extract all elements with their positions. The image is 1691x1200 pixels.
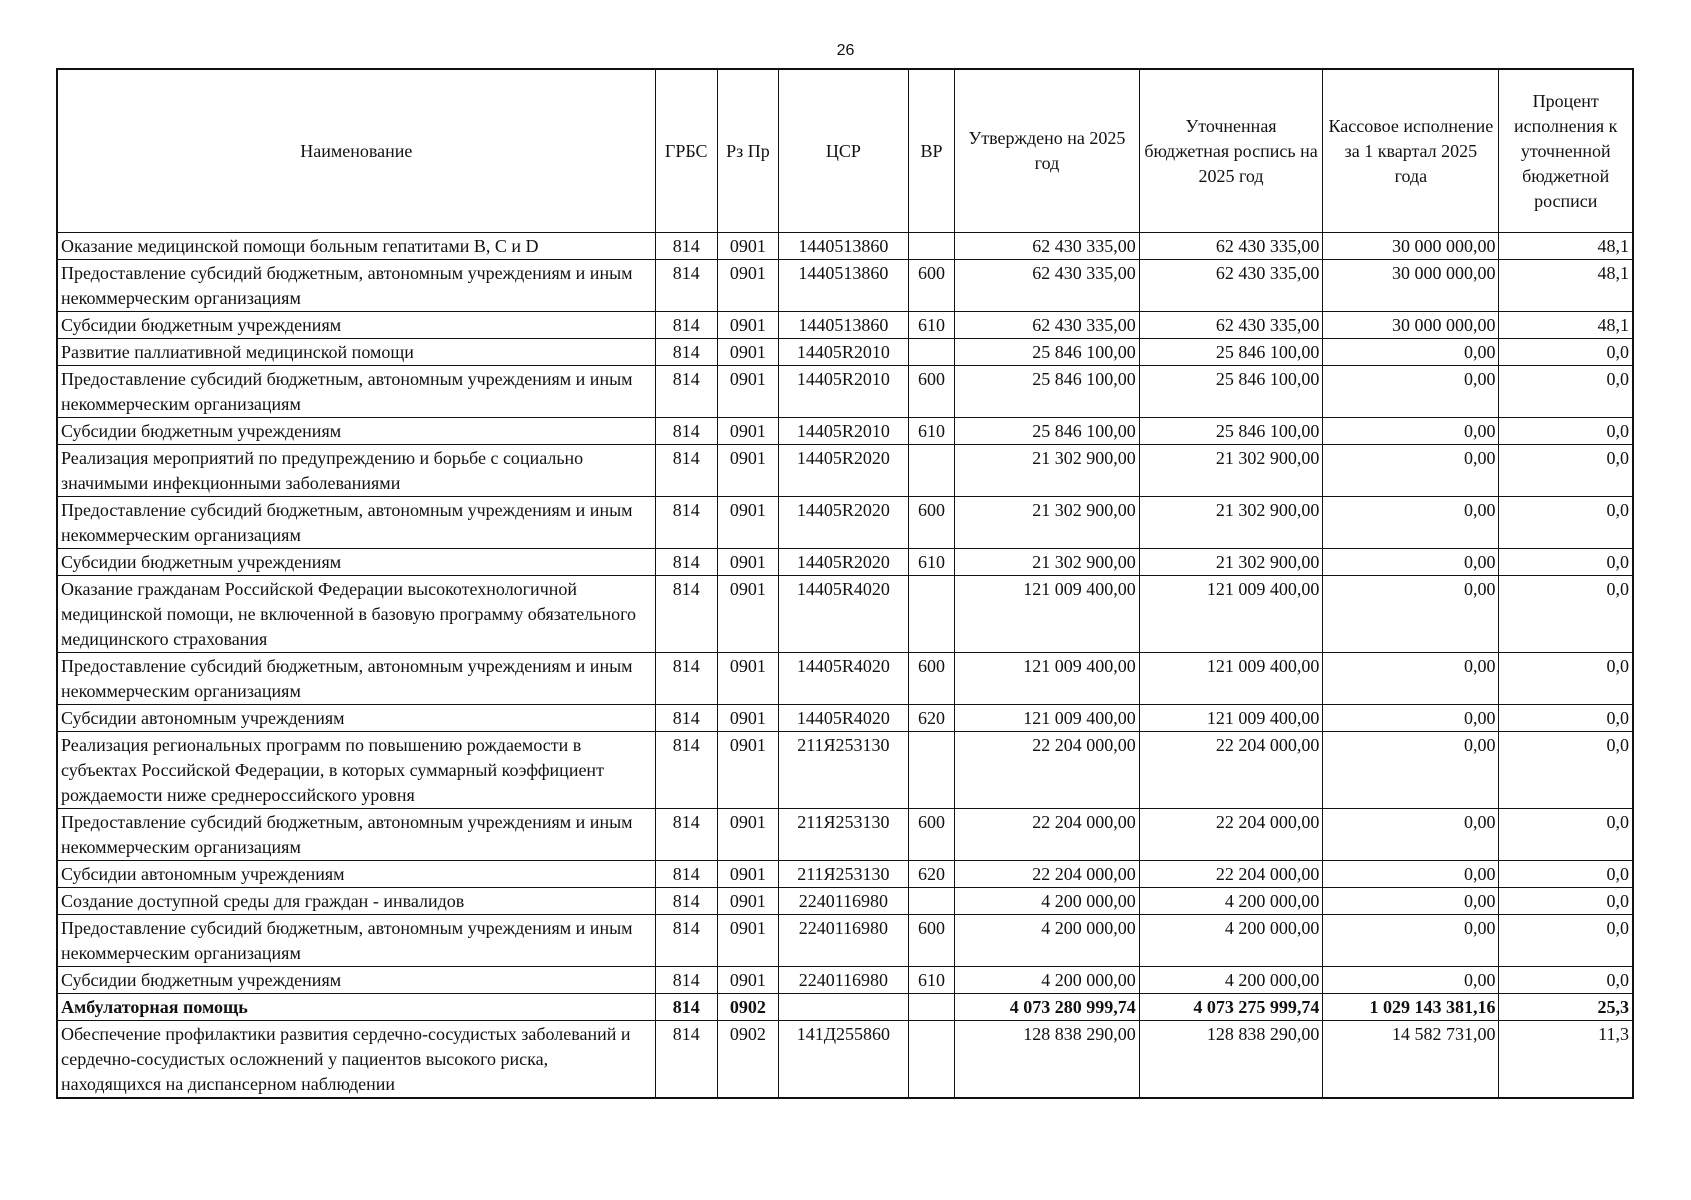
cell-cash: 0,00 (1323, 732, 1499, 809)
cell-approved: 22 204 000,00 (955, 809, 1140, 861)
cell-cash: 30 000 000,00 (1323, 260, 1499, 312)
cell-grbs: 814 (655, 445, 717, 497)
header-rzpr: Рз Пр (717, 69, 778, 233)
cell-percent: 0,0 (1499, 549, 1633, 576)
cell-name: Предоставление субсидий бюджетным, автономным учреждениям и иным некоммерческим организациям (57, 260, 655, 312)
cell-percent: 48,1 (1499, 312, 1633, 339)
cell-percent: 0,0 (1499, 653, 1633, 705)
cell-rzpr: 0901 (717, 445, 778, 497)
cell-percent: 0,0 (1499, 967, 1633, 994)
cell-percent: 0,0 (1499, 366, 1633, 418)
cell-rzpr: 0901 (717, 312, 778, 339)
table-row (57, 260, 1633, 312)
cell-vr (908, 994, 954, 1021)
cell-csr: 211Я253130 (779, 809, 909, 861)
cell-refined: 121 009 400,00 (1139, 705, 1323, 732)
cell-approved: 4 200 000,00 (955, 915, 1140, 967)
cell-refined: 22 204 000,00 (1139, 861, 1323, 888)
cell-csr: 14405R2020 (779, 549, 909, 576)
cell-csr: 14405R2020 (779, 445, 909, 497)
cell-vr (908, 576, 954, 653)
cell-refined: 25 846 100,00 (1139, 418, 1323, 445)
cell-rzpr: 0901 (717, 260, 778, 312)
cell-percent: 0,0 (1499, 445, 1633, 497)
cell-csr: 14405R4020 (779, 576, 909, 653)
cell-vr: 600 (908, 366, 954, 418)
cell-name: Субсидии бюджетным учреждениям (57, 549, 655, 576)
cell-percent: 0,0 (1499, 732, 1633, 809)
cell-csr: 2240116980 (779, 888, 909, 915)
header-name: Наименование (57, 69, 655, 233)
cell-refined: 121 009 400,00 (1139, 653, 1323, 705)
cell-csr: 211Я253130 (779, 732, 909, 809)
cell-csr: 2240116980 (779, 915, 909, 967)
table-row (57, 366, 1633, 418)
cell-refined: 21 302 900,00 (1139, 445, 1323, 497)
table-row (57, 418, 1633, 445)
header-percent: Процент исполнения к уточненной бюджетной росписи (1499, 69, 1633, 233)
cell-grbs: 814 (655, 861, 717, 888)
page-number: 26 (836, 42, 855, 59)
header-grbs: ГРБС (655, 69, 717, 233)
cell-cash: 0,00 (1323, 497, 1499, 549)
table-row (57, 732, 1633, 809)
cell-rzpr: 0901 (717, 809, 778, 861)
cell-rzpr: 0901 (717, 418, 778, 445)
table-row (57, 705, 1633, 732)
cell-grbs: 814 (655, 576, 717, 653)
cell-vr: 610 (908, 418, 954, 445)
cell-vr (908, 339, 954, 366)
cell-approved: 25 846 100,00 (955, 339, 1140, 366)
cell-refined: 4 200 000,00 (1139, 888, 1323, 915)
cell-vr: 600 (908, 497, 954, 549)
cell-cash: 0,00 (1323, 339, 1499, 366)
cell-csr: 14405R2010 (779, 366, 909, 418)
cell-vr (908, 732, 954, 809)
cell-percent: 0,0 (1499, 497, 1633, 549)
cell-grbs: 814 (655, 366, 717, 418)
cell-cash: 0,00 (1323, 809, 1499, 861)
cell-percent: 48,1 (1499, 260, 1633, 312)
cell-refined: 128 838 290,00 (1139, 1021, 1323, 1099)
cell-name: Амбулаторная помощь (57, 994, 655, 1021)
cell-refined: 62 430 335,00 (1139, 260, 1323, 312)
cell-name: Реализация мероприятий по предупреждению и борьбе с социально значимыми инфекционными заболеваниями (57, 445, 655, 497)
cell-rzpr: 0901 (717, 549, 778, 576)
cell-approved: 4 200 000,00 (955, 888, 1140, 915)
table-header (57, 69, 1633, 233)
cell-grbs: 814 (655, 705, 717, 732)
cell-csr: 14405R4020 (779, 653, 909, 705)
table-row (57, 576, 1633, 653)
cell-rzpr: 0901 (717, 915, 778, 967)
cell-rzpr: 0901 (717, 653, 778, 705)
cell-percent: 0,0 (1499, 705, 1633, 732)
cell-percent: 0,0 (1499, 809, 1633, 861)
table-row (57, 653, 1633, 705)
table-row (57, 967, 1633, 994)
cell-name: Реализация региональных программ по повышению рождаемости в субъектах Российской Федерации, в которых суммарный коэффициент рождаемости ниже среднероссийского уровня (57, 732, 655, 809)
cell-approved: 21 302 900,00 (955, 445, 1140, 497)
cell-csr: 14405R2010 (779, 339, 909, 366)
header-approved: Утверждено на 2025 год (955, 69, 1140, 233)
cell-approved: 121 009 400,00 (955, 576, 1140, 653)
cell-cash: 0,00 (1323, 861, 1499, 888)
cell-rzpr: 0901 (717, 888, 778, 915)
cell-name: Субсидии бюджетным учреждениям (57, 967, 655, 994)
cell-grbs: 814 (655, 732, 717, 809)
cell-percent: 0,0 (1499, 339, 1633, 366)
cell-percent: 0,0 (1499, 418, 1633, 445)
cell-percent: 25,3 (1499, 994, 1633, 1021)
cell-csr: 1440513860 (779, 260, 909, 312)
cell-name: Предоставление субсидий бюджетным, автономным учреждениям и иным некоммерческим организациям (57, 915, 655, 967)
cell-vr: 600 (908, 260, 954, 312)
cell-percent: 0,0 (1499, 888, 1633, 915)
table-row (57, 1021, 1633, 1099)
cell-name: Развитие паллиативной медицинской помощи (57, 339, 655, 366)
cell-grbs: 814 (655, 233, 717, 260)
cell-approved: 62 430 335,00 (955, 260, 1140, 312)
cell-vr: 600 (908, 809, 954, 861)
cell-rzpr: 0902 (717, 1021, 778, 1099)
cell-name: Предоставление субсидий бюджетным, автономным учреждениям и иным некоммерческим организациям (57, 653, 655, 705)
cell-grbs: 814 (655, 994, 717, 1021)
cell-approved: 25 846 100,00 (955, 366, 1140, 418)
cell-name: Субсидии бюджетным учреждениям (57, 418, 655, 445)
cell-refined: 21 302 900,00 (1139, 497, 1323, 549)
table-row (57, 915, 1633, 967)
table-row (57, 312, 1633, 339)
cell-refined: 121 009 400,00 (1139, 576, 1323, 653)
table-row (57, 994, 1633, 1021)
cell-rzpr: 0901 (717, 967, 778, 994)
cell-approved: 4 073 280 999,74 (955, 994, 1140, 1021)
cell-refined: 21 302 900,00 (1139, 549, 1323, 576)
cell-approved: 21 302 900,00 (955, 497, 1140, 549)
cell-vr: 600 (908, 653, 954, 705)
table-row (57, 861, 1633, 888)
cell-rzpr: 0901 (717, 339, 778, 366)
table-row (57, 497, 1633, 549)
cell-percent: 48,1 (1499, 233, 1633, 260)
table-row (57, 339, 1633, 366)
cell-cash: 0,00 (1323, 576, 1499, 653)
cell-refined: 4 200 000,00 (1139, 915, 1323, 967)
cell-grbs: 814 (655, 653, 717, 705)
cell-grbs: 814 (655, 260, 717, 312)
header-refined: Уточненная бюджетная роспись на 2025 год (1139, 69, 1323, 233)
cell-rzpr: 0901 (717, 497, 778, 549)
cell-rzpr: 0901 (717, 705, 778, 732)
cell-vr (908, 445, 954, 497)
header-csr: ЦСР (779, 69, 909, 233)
cell-cash: 14 582 731,00 (1323, 1021, 1499, 1099)
cell-cash: 0,00 (1323, 445, 1499, 497)
cell-name: Субсидии автономным учреждениям (57, 705, 655, 732)
cell-cash: 0,00 (1323, 967, 1499, 994)
cell-csr: 1440513860 (779, 312, 909, 339)
cell-name: Обеспечение профилактики развития сердечно-сосудистых заболеваний и сердечно-сосудистых осложнений у пациентов высокого риска, находящихся на диспансерном наблюдении (57, 1021, 655, 1099)
table-row (57, 233, 1633, 260)
cell-vr: 600 (908, 915, 954, 967)
cell-csr (779, 994, 909, 1021)
cell-approved: 128 838 290,00 (955, 1021, 1140, 1099)
cell-cash: 0,00 (1323, 915, 1499, 967)
cell-grbs: 814 (655, 549, 717, 576)
cell-name: Создание доступной среды для граждан - инвалидов (57, 888, 655, 915)
cell-csr: 2240116980 (779, 967, 909, 994)
cell-approved: 121 009 400,00 (955, 705, 1140, 732)
cell-cash: 30 000 000,00 (1323, 233, 1499, 260)
cell-name: Оказание гражданам Российской Федерации высокотехнологичной медицинской помощи, не включенной в базовую программу обязательного медицинского страхования (57, 576, 655, 653)
cell-csr: 1440513860 (779, 233, 909, 260)
cell-refined: 62 430 335,00 (1139, 233, 1323, 260)
cell-name: Субсидии автономным учреждениям (57, 861, 655, 888)
cell-grbs: 814 (655, 497, 717, 549)
cell-grbs: 814 (655, 888, 717, 915)
cell-csr: 14405R2020 (779, 497, 909, 549)
cell-vr (908, 233, 954, 260)
cell-csr: 211Я253130 (779, 861, 909, 888)
cell-approved: 62 430 335,00 (955, 233, 1140, 260)
cell-approved: 22 204 000,00 (955, 861, 1140, 888)
cell-grbs: 814 (655, 915, 717, 967)
cell-refined: 4 073 275 999,74 (1139, 994, 1323, 1021)
cell-approved: 62 430 335,00 (955, 312, 1140, 339)
cell-refined: 22 204 000,00 (1139, 732, 1323, 809)
cell-vr (908, 888, 954, 915)
cell-cash: 0,00 (1323, 705, 1499, 732)
cell-grbs: 814 (655, 809, 717, 861)
table-row (57, 445, 1633, 497)
cell-cash: 0,00 (1323, 366, 1499, 418)
cell-csr: 14405R2010 (779, 418, 909, 445)
cell-cash: 0,00 (1323, 653, 1499, 705)
cell-percent: 0,0 (1499, 576, 1633, 653)
table-row (57, 809, 1633, 861)
budget-table (56, 68, 1634, 1099)
cell-name: Предоставление субсидий бюджетным, автономным учреждениям и иным некоммерческим организациям (57, 366, 655, 418)
cell-vr: 620 (908, 705, 954, 732)
table-body (57, 233, 1633, 1099)
cell-grbs: 814 (655, 418, 717, 445)
cell-approved: 25 846 100,00 (955, 418, 1140, 445)
cell-csr: 14405R4020 (779, 705, 909, 732)
table-row (57, 549, 1633, 576)
cell-cash: 0,00 (1323, 418, 1499, 445)
cell-name: Субсидии бюджетным учреждениям (57, 312, 655, 339)
table-row (57, 888, 1633, 915)
cell-refined: 62 430 335,00 (1139, 312, 1323, 339)
cell-grbs: 814 (655, 1021, 717, 1099)
cell-grbs: 814 (655, 967, 717, 994)
cell-vr: 610 (908, 312, 954, 339)
cell-cash: 30 000 000,00 (1323, 312, 1499, 339)
cell-cash: 1 029 143 381,16 (1323, 994, 1499, 1021)
cell-rzpr: 0901 (717, 233, 778, 260)
cell-percent: 0,0 (1499, 861, 1633, 888)
cell-vr: 620 (908, 861, 954, 888)
cell-percent: 0,0 (1499, 915, 1633, 967)
cell-cash: 0,00 (1323, 888, 1499, 915)
header-vr: ВР (908, 69, 954, 233)
cell-name: Предоставление субсидий бюджетным, автономным учреждениям и иным некоммерческим организациям (57, 809, 655, 861)
cell-rzpr: 0901 (717, 576, 778, 653)
header-cash: Кассовое исполнение за 1 квартал 2025 года (1323, 69, 1499, 233)
cell-refined: 25 846 100,00 (1139, 366, 1323, 418)
cell-approved: 21 302 900,00 (955, 549, 1140, 576)
cell-name: Оказание медицинской помощи больным гепатитами В, С и D (57, 233, 655, 260)
cell-percent: 11,3 (1499, 1021, 1633, 1099)
cell-grbs: 814 (655, 339, 717, 366)
cell-refined: 4 200 000,00 (1139, 967, 1323, 994)
cell-refined: 22 204 000,00 (1139, 809, 1323, 861)
cell-name: Предоставление субсидий бюджетным, автономным учреждениям и иным некоммерческим организациям (57, 497, 655, 549)
cell-rzpr: 0902 (717, 994, 778, 1021)
cell-vr (908, 1021, 954, 1099)
cell-rzpr: 0901 (717, 861, 778, 888)
cell-refined: 25 846 100,00 (1139, 339, 1323, 366)
cell-cash: 0,00 (1323, 549, 1499, 576)
cell-approved: 121 009 400,00 (955, 653, 1140, 705)
cell-approved: 22 204 000,00 (955, 732, 1140, 809)
cell-rzpr: 0901 (717, 366, 778, 418)
cell-csr: 141Д255860 (779, 1021, 909, 1099)
cell-vr: 610 (908, 967, 954, 994)
cell-approved: 4 200 000,00 (955, 967, 1140, 994)
cell-grbs: 814 (655, 312, 717, 339)
cell-vr: 610 (908, 549, 954, 576)
cell-rzpr: 0901 (717, 732, 778, 809)
